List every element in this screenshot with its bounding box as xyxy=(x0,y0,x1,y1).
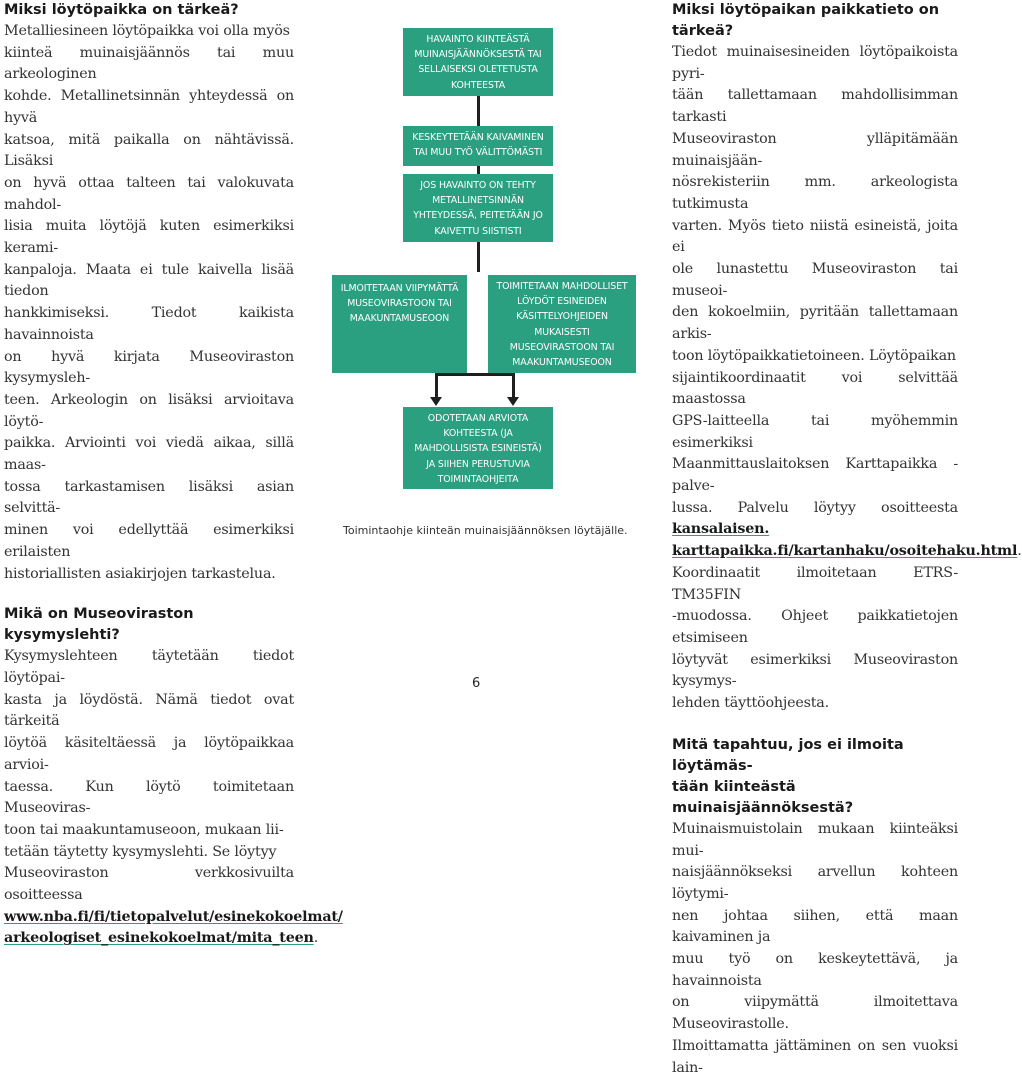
text-line: tään tallettamaan mahdollisimman tarkasti xyxy=(672,87,958,126)
page-number: 6 xyxy=(472,676,481,691)
text-line: on hyvä kirjata Museoviraston kysymysleh- xyxy=(4,348,294,387)
paragraph-consequences xyxy=(672,819,958,1079)
text-line: kohde. Metallinetsinnän yhteydessä on hyvä xyxy=(4,88,294,126)
flowchart-caption: Toimintaohje kiinteän muinaisjäännöksen löytäjälle. xyxy=(343,524,628,537)
text-line: hankkimiseksi. Tiedot kaikista havainnoista xyxy=(4,305,294,343)
flow-connector xyxy=(477,242,480,272)
karttapaikka-link[interactable]: kansalaisen. karttapaikka.fi/kartanhaku/osoitehaku.html xyxy=(672,521,1018,560)
paragraph-questionnaire: Kysymyslehteen täytetään tiedot löytöpai- kasta ja löydöstä. Nämä tiedot ovat tärkeitä löytöä käsiteltäessä ja löytöpaikkaa arvioi- taessa. Kun löytö toimitetaan Museoviras- toon tai maakuntamuseoon, mukaan lii- tetään täytetty kysymyslehti. Se löytyy Museoviraston verkkosivuilta osoitteessa www.nba.fi/fi/tietopalvelut/esinekokoelmat/ arkeologiset_esinekokoelmat/mita_teen. xyxy=(4,648,343,947)
text-line: Metalliesineen löytöpaikka voi olla myös xyxy=(4,23,290,39)
text-line: Koordinaatit ilmoitetaan ETRS-TM35FIN xyxy=(672,564,958,603)
flow-box-line: JOS HAVAINTO ON TEHTY xyxy=(420,180,536,191)
paragraph-location-data: Tiedot muinaisesineiden löytöpaikoista pyri- tään tallettamaan mahdollisimman tarkasti Museoviraston ylläpitämään muinaisjään- nösrekisteriin mm. arkeologista tutkimusta varten. Myös tieto niistä esineistä, joita ei ole lunastettu Museoviraston tai museoi- den kokoelmiin, pyritään tallettamaan arkis- toon löytöpaikkatietoineen. Löytöpaikan sijaintikoordinaatit voi selvittää maastossa GPS-laitteella tai myöhemmin esimerkiksi Maanmittauslaitoksen Karttapaikka -palve- lussa. Palvelu löytyy osoitteesta kansalaisen. karttapaikka.fi/kartanhaku/osoitehaku.html. Koordinaatit ilmoitetaan ETRS-TM35FIN -muodossa. Ohjeet paikkatietojen etsimiseen löytyvät esimerkiksi Museoviraston kysymys- lehden täyttöohjeesta. xyxy=(672,44,1022,712)
flow-box-line: MUKAISESTI xyxy=(534,326,590,338)
flow-box-line: MUSEOVIRASTOON TAI xyxy=(509,341,615,353)
flow-box-line: TOIMITETAAN MAHDOLLISET xyxy=(496,281,628,292)
text-line: varten. Myös tieto niistä esineistä, joita ei xyxy=(672,217,958,256)
text-line: toon tai maakuntamuseoon, mukaan lii- xyxy=(4,821,284,838)
flow-arrowhead xyxy=(507,397,519,406)
heading-what-is-questionnaire: Mikä on Museoviraston kysymyslehti? xyxy=(4,606,194,644)
text-line: historiallisten asiakirjojen tarkastelua. xyxy=(4,565,276,582)
flow-box-line: YHTEYDESSÄ, PEITETÄÄN JO xyxy=(413,210,543,222)
text-line: löytöä käsiteltäessä ja löytöpaikkaa arvioi- xyxy=(4,735,294,773)
text-line: toon löytöpaikkatietoineen. Löytöpaikan xyxy=(672,347,956,364)
flow-arrowhead xyxy=(430,397,442,406)
text-line: löytyvät esimerkiksi Museoviraston kysymys- xyxy=(672,651,958,690)
paragraph-findspot xyxy=(4,21,294,585)
flow-box-line: LÖYDÖT ESINEIDEN xyxy=(517,296,607,308)
text-line: tossa tarkastamisen lisäksi asian selvittä- xyxy=(4,478,294,517)
text-line: Maanmittauslaitoksen Karttapaikka -palve- xyxy=(672,456,958,495)
text-line: paikka. Arviointi voi viedä aikaa, sillä maas- xyxy=(4,435,294,474)
flow-box-line: KAIVETTU SIISTISTI xyxy=(434,225,522,237)
flow-box-line: HAVAINTO KIINTEÄSTÄ xyxy=(426,34,530,45)
text-line: den kokoelmiin, pyritään tallettamaan arkis- xyxy=(672,304,958,343)
flow-box-await-assessment xyxy=(403,407,553,489)
text-line: minen voi edellyttää esimerkiksi erilaisten xyxy=(4,522,294,560)
text-line: tetään täytetty kysymyslehti. Se löytyy xyxy=(4,843,277,860)
flow-box-line: KOHTEESTA xyxy=(450,79,506,91)
flow-connector xyxy=(477,96,480,126)
text-line: -muodossa. Ohjeet paikkatietojen etsimiseen xyxy=(672,608,958,646)
text-line: Tiedot muinaisesineiden löytöpaikoista pyri- xyxy=(672,44,958,82)
text-line: sijaintikoordinaatit voi selvittää maastossa xyxy=(672,369,958,408)
text-line: Kysymyslehteen täytetään tiedot löytöpai- xyxy=(4,648,294,686)
flow-box-line: MAAKUNTAMUSEOON xyxy=(349,313,450,325)
text-line: Muinaismuistolain mukaan kiinteäksi mui- xyxy=(672,820,958,859)
flow-box-deliver-finds xyxy=(488,275,636,373)
text-line: kasta ja löydöstä. Nämä tiedot ovat tärkeitä xyxy=(4,691,294,730)
flow-box-line: ODOTETAAN ARVIOTA xyxy=(427,413,529,424)
flow-box-line: MUSEOVIRASTOON TAI xyxy=(347,298,452,310)
flow-box-cover-excavation xyxy=(403,174,553,242)
flow-box-line: JA SIIHEN PERUSTUVIA xyxy=(426,458,530,470)
right-column xyxy=(672,0,1022,1079)
heading-why-location-data-important: Miksi löytöpaikan paikkatieto on tärkeä? xyxy=(672,2,940,39)
flow-box-line: MAAKUNTAMUSEOON xyxy=(512,357,612,369)
heading-what-happens-if-not-reported: Mitä tapahtuu, jos ei ilmoita löytämäs- tään kiinteästä muinaisjäännöksestä? xyxy=(672,736,904,816)
flow-connector xyxy=(477,166,480,174)
flow-box-line: MUINAISJÄÄNNÖKSESTÄ TAI xyxy=(414,49,542,61)
heading-why-findspot-important: Miksi löytöpaikka on tärkeä? xyxy=(4,2,239,18)
left-column xyxy=(4,0,343,950)
flow-connector xyxy=(435,373,438,398)
text-line: lisia muita löytöjä kuten esimerkiksi kerami- xyxy=(4,218,294,257)
text-line: GPS-laitteella tai myöhemmin esimerkiksi xyxy=(672,412,958,451)
nba-questionnaire-link[interactable]: www.nba.fi/fi/tietopalvelut/esinekokoelmat/ arkeologiset_esinekokoelmat/mita_teen xyxy=(4,908,343,947)
flow-box-line: SELLAISEKSI OLETETUSTA xyxy=(418,64,538,76)
flow-box-line: TOIMINTAOHJEITA xyxy=(437,473,519,485)
flow-connector xyxy=(512,373,515,398)
flow-box-line: METALLINETSINNÄN xyxy=(432,195,524,207)
text-line: Museoviraston verkkosivuilta osoitteessa xyxy=(4,865,294,904)
text-line: kanpaloja. Maata ei tule kaivella lisää tiedon xyxy=(4,261,294,300)
flow-box-discovery xyxy=(403,28,553,96)
flow-box-report-immediately xyxy=(332,275,467,373)
flow-connector xyxy=(436,373,514,376)
text-line: nösrekisteriin mm. arkeologista tutkimusta xyxy=(672,174,958,212)
flow-box-line: KESKEYTETÄÄN KAIVAMINEN xyxy=(412,132,544,143)
text-line: teen. Arkeologin on lisäksi arvioitava löytö- xyxy=(4,391,294,430)
flow-box-stop-digging xyxy=(403,126,553,166)
flow-box-line: KOHTEESTA (JA xyxy=(443,428,513,440)
text-line: lehden täyttöohjeesta. xyxy=(672,695,829,712)
text-line: Museoviraston ylläpitämään muinaisjään- xyxy=(672,130,958,169)
text-line: katsoa, mitä paikalla on nähtävissä. Lisäksi xyxy=(4,131,294,170)
text-line: ole lunastettu Museoviraston tai museoi- xyxy=(672,261,958,299)
flow-box-line: ILMOITETAAN VIIPYMÄTTÄ xyxy=(340,283,459,294)
text-line: taessa. Kun löytö toimitetaan Museoviras- xyxy=(4,778,294,817)
flow-box-line: KÄSITTELYOHJEIDEN xyxy=(516,311,608,323)
text-line: nen johtaa siihen, että maan kaivaminen ja xyxy=(672,907,958,946)
text-line: on hyvä ottaa talteen tai valokuvata mahdol- xyxy=(4,174,294,213)
text-line: Ilmoittamatta jättäminen on sen vuoksi lain- xyxy=(672,1037,958,1076)
flow-box-line: MAHDOLLISISTA ESINEISTÄ) xyxy=(414,443,542,455)
text-line: muu työ on keskeytettävä, ja havainnoista xyxy=(672,951,958,989)
text-line: on viipymättä ilmoitettava Museovirastolle. xyxy=(672,994,958,1033)
text-line: naisjäännökseksi arvellun kohteen löytymi- xyxy=(672,864,958,902)
flow-box-line: TAI MUU TYÖ VÄLITTÖMÄSTI xyxy=(413,147,543,159)
text-line: kiinteä muinaisjäännös tai muu arkeologinen xyxy=(4,44,294,83)
